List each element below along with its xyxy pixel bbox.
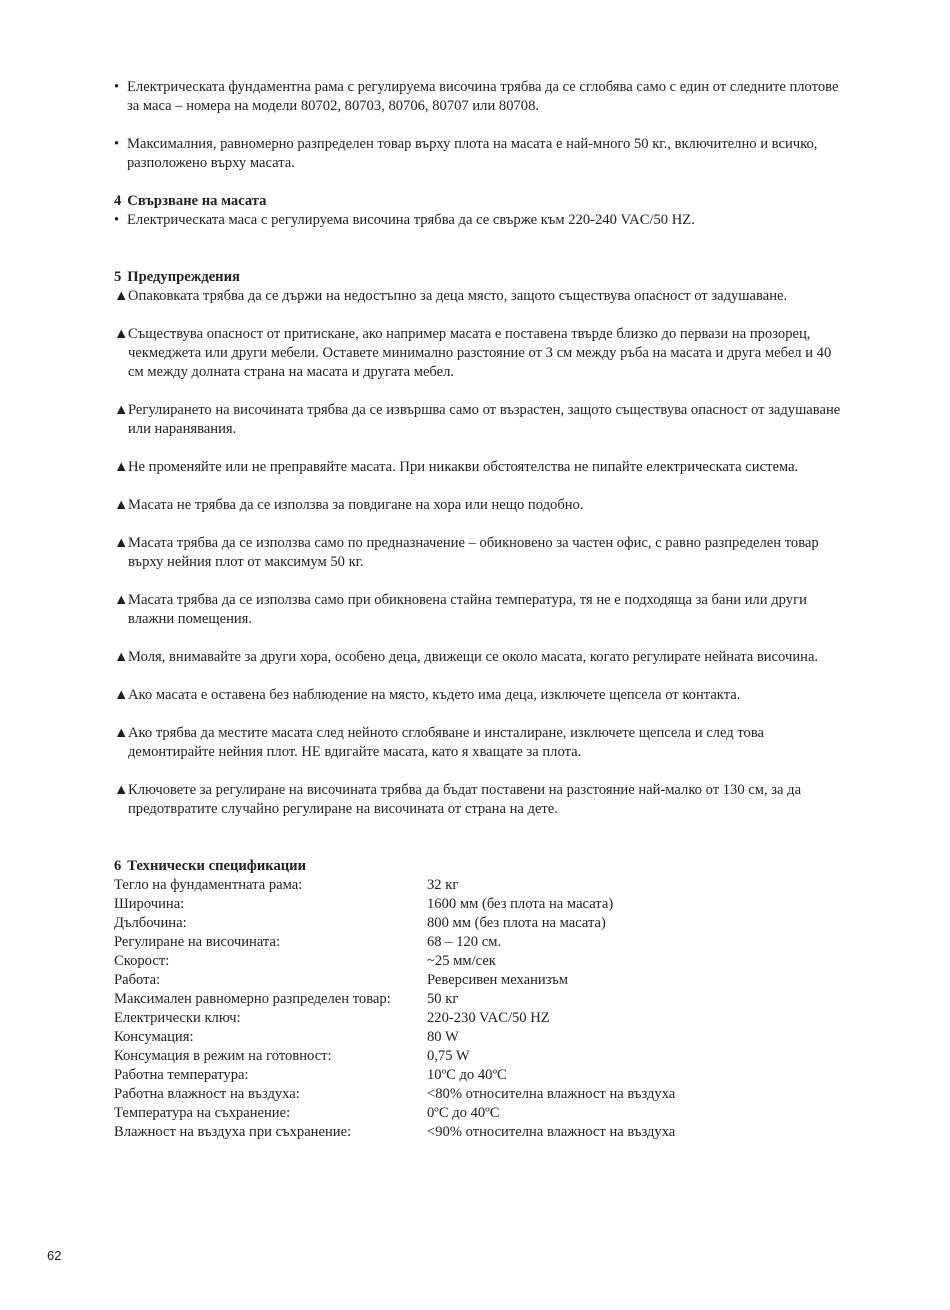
spec-value: <80% относителна влажност на въздуха [427, 1086, 676, 1102]
warning-item [114, 724, 844, 762]
spec-row [114, 895, 844, 914]
section-title: Технически спецификации [127, 858, 306, 874]
section-heading [114, 192, 844, 211]
warning-text: Не променяйте или не преправяйте масата. При никакви обстоятелства не пипайте електрическата система. [128, 459, 799, 475]
spec-value: Реверсивен механизъм [427, 972, 569, 988]
spec-label: Широчина: [114, 896, 185, 912]
section-heading [114, 857, 844, 876]
warning-text: Ако масата е оставена без наблюдение на място, където има деца, изключете щепсела от контакта. [128, 687, 741, 703]
warning-triangle-icon: ▲ [114, 402, 129, 418]
warning-text: Масата не трябва да се използва за повдигане на хора или нещо подобно. [128, 497, 584, 513]
spec-row [114, 1123, 844, 1142]
spec-row [114, 990, 844, 1009]
spec-row [114, 1047, 844, 1066]
spec-value: 220-230 VAC/50 HZ [427, 1010, 550, 1026]
warning-text: Масата трябва да се използва само при обикновена стайна температура, тя не е подходяща за бани или други влажни помещения. [128, 592, 807, 627]
warning-item [114, 648, 844, 667]
spec-table [114, 876, 844, 1142]
spec-row [114, 876, 844, 895]
spec-value: 80 W [427, 1029, 459, 1045]
spec-value: 10ºC до 40ºC [427, 1067, 507, 1083]
warning-triangle-icon: ▲ [114, 326, 129, 342]
spec-row [114, 1085, 844, 1104]
spec-row [114, 971, 844, 990]
spec-label: Температура на съхранение: [114, 1105, 291, 1121]
bullet-text: Електрическата маса с регулируема височина трябва да се свърже към 220-240 VAC/50 HZ. [127, 212, 695, 228]
bullet-dot: • [114, 212, 120, 228]
bullet-dot: • [114, 79, 120, 95]
spec-label: Работна влажност на въздуха: [114, 1086, 300, 1102]
warning-item [114, 325, 844, 382]
intro-bullet [114, 135, 844, 173]
spec-label: Електрически ключ: [114, 1010, 241, 1026]
page-number: 62 [47, 1248, 62, 1263]
spec-row [114, 1104, 844, 1123]
section-specifications [114, 857, 844, 1142]
warning-text: Масата трябва да се използва само по предназначение – обикновено за частен офис, с равно разпределен товар върху нейния плот от максимум 50 кг. [128, 535, 819, 570]
spec-label: Максимален равномерно разпределен товар: [114, 991, 391, 1007]
section-warnings [114, 268, 844, 819]
spec-value: 1600 мм (без плота на масата) [427, 896, 614, 912]
warning-text: Моля, внимавайте за други хора, особено деца, движещи се около масата, когато регулирате нейната височина. [128, 649, 819, 665]
section-title: Предупреждения [127, 269, 240, 285]
bullet-dot: • [114, 136, 120, 152]
warning-text: Регулирането на височината трябва да се извършва само от възрастен, защото съществува опасност от задушаване или наранявания. [128, 402, 841, 437]
warning-triangle-icon: ▲ [114, 649, 129, 665]
section-title: Свързване на масата [127, 193, 267, 209]
spec-value: 0ºC до 40ºC [427, 1105, 500, 1121]
warning-triangle-icon: ▲ [114, 459, 129, 475]
spec-row [114, 1009, 844, 1028]
section-connection [114, 192, 844, 230]
section-number: 4 [114, 193, 122, 209]
section-number: 5 [114, 269, 122, 285]
warning-triangle-icon: ▲ [114, 592, 129, 608]
spec-row [114, 952, 844, 971]
spec-label: Консумация: [114, 1029, 194, 1045]
spec-row [114, 933, 844, 952]
spec-value: <90% относителна влажност на въздуха [427, 1124, 676, 1140]
spec-value: ~25 мм/сек [427, 953, 496, 969]
spec-label: Скорост: [114, 953, 170, 969]
warning-text: Ключовете за регулиране на височината трябва да бъдат поставени на разстояние най-малко от 130 см, за да предотвратите случайно регулиране на височината от страна на дете. [128, 782, 802, 817]
spec-label: Работа: [114, 972, 161, 988]
warning-triangle-icon: ▲ [114, 535, 129, 551]
bullet-text: Електрическата фундаментна рама с регулируема височина трябва да се сглобява само с един от следните плотове за маса – номера на модели 80702, 80703, 80706, 80707 или 80708. [127, 79, 839, 114]
spec-value: 0,75 W [427, 1048, 470, 1064]
spec-row [114, 1066, 844, 1085]
warning-item [114, 534, 844, 572]
spec-value: 50 кг [427, 991, 459, 1007]
spec-row [114, 914, 844, 933]
warning-item [114, 686, 844, 705]
spec-label: Тегло на фундаментната рама: [114, 877, 303, 893]
spec-value: 32 кг [427, 877, 459, 893]
warning-triangle-icon: ▲ [114, 782, 129, 798]
warning-item [114, 458, 844, 477]
warning-text: Опаковката трябва да се държи на недостъпно за деца място, защото съществува опасност от задушаване. [128, 288, 788, 304]
spec-row [114, 1028, 844, 1047]
spec-label: Работна температура: [114, 1067, 249, 1083]
spec-label: Регулиране на височината: [114, 934, 281, 950]
spec-value: 800 мм (без плота на масата) [427, 915, 606, 931]
warning-item [114, 781, 844, 819]
warning-item [114, 401, 844, 439]
spec-label: Влажност на въздуха при съхранение: [114, 1124, 352, 1140]
connection-bullet [114, 211, 844, 230]
warning-text: Съществува опасност от притискане, ако например масата е поставена твърде близко до первази на прозорец, чекмеджета или други мебели. Оставете минимално разстояние от 3 см между ръба на масата и друга мебел и 40 см между долната страна на масата и другата мебел. [128, 326, 832, 380]
section-heading [114, 268, 844, 287]
section-number: 6 [114, 858, 122, 874]
warning-triangle-icon: ▲ [114, 288, 129, 304]
spec-value: 68 – 120 см. [427, 934, 502, 950]
page-content [114, 78, 844, 1142]
warning-triangle-icon: ▲ [114, 725, 129, 741]
warning-triangle-icon: ▲ [114, 687, 129, 703]
warning-text: Ако трябва да местите масата след нейното сглобяване и инсталиране, изключете щепсела и след това демонтирайте нейния плот. НЕ вдигайте масата, като я хващате за плота. [128, 725, 765, 760]
spec-label: Дълбочина: [114, 915, 187, 931]
warning-triangle-icon: ▲ [114, 497, 129, 513]
intro-bullet [114, 78, 844, 116]
bullet-text: Максималния, равномерно разпределен товар върху плота на масата е най-много 50 кг., включително и всичко, разположено върху масата. [127, 136, 818, 171]
warning-item [114, 591, 844, 629]
warning-item [114, 287, 844, 306]
warning-item [114, 496, 844, 515]
spec-label: Консумация в режим на готовност: [114, 1048, 332, 1064]
